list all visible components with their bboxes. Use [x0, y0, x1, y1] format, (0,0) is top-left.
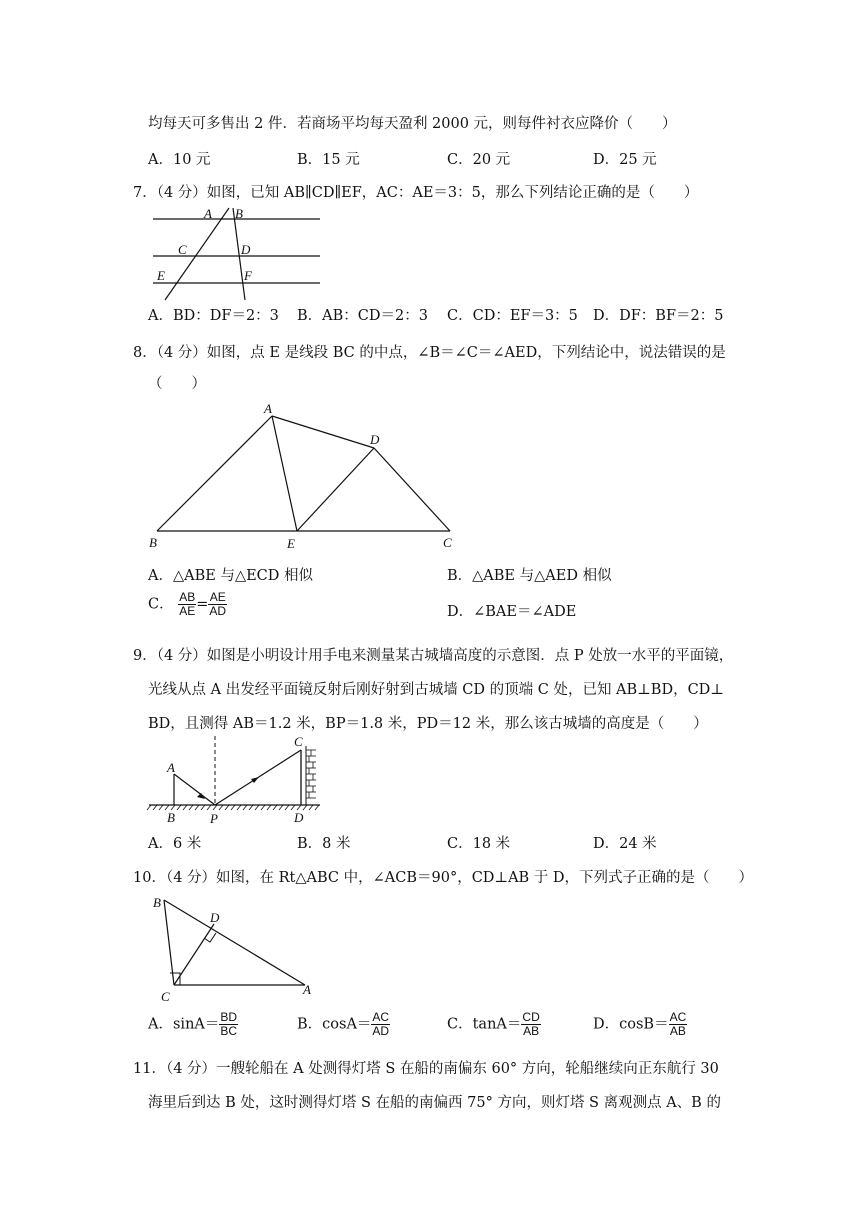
q8-label-a: A	[264, 401, 272, 416]
q8-bracket: （ ）	[148, 376, 206, 392]
q6-stem-continuation: 均每天可多售出 2 件．若商场平均每天盈利 2000 元，则每件衬衣应降价（ ）	[148, 116, 677, 132]
q8-option-a: A．△ABE 与△ECD 相似	[148, 568, 314, 584]
q8-figure	[145, 398, 465, 554]
q8-stem: 8．（4 分）如图，点 E 是线段 BC 的中点，∠B＝∠C＝∠AED，下列结论中，说法错误的是	[133, 345, 726, 361]
q7-label-f: F	[244, 268, 252, 283]
q11-stem-line-1: 11．（4 分）一艘轮船在 A 处测得灯塔 S 在船的南偏东 60° 方向，轮船继续向正东航行 30	[133, 1061, 719, 1077]
q8-option-b: B．△ABE 与△AED 相似	[447, 568, 612, 584]
q6-option-b: B．15 元	[297, 152, 360, 168]
q9-stem-line-1: 9．（4 分）如图是小明设计用手电来测量某古城墙高度的示意图．点 P 处放一水平的平面镜，	[133, 648, 734, 664]
q7-stem: 7．（4 分）如图，已知 AB∥CD∥EF，AC：AE＝3：5，那么下列结论正确的是（ ）	[133, 185, 699, 201]
q9-stem-line-2: 光线从点 A 出发经平面镜反射后刚好射到古城墙 CD 的顶端 C 处，已知 AB⊥BD，CD⊥	[148, 682, 724, 698]
q9-label-c: C	[294, 734, 303, 749]
q10-option-c-fraction	[521, 1011, 540, 1038]
q6-option-c: C．20 元	[447, 152, 511, 168]
q8-option-c-frac2-den: AD	[209, 604, 227, 618]
q7-figure	[145, 204, 325, 304]
q7-label-e: E	[157, 268, 165, 283]
q8-option-c-equals: =	[196, 596, 209, 613]
q10-option-a	[148, 1011, 238, 1038]
q10-option-a-num: BD	[220, 1010, 238, 1024]
q7-label-b: B	[235, 206, 243, 221]
q8-label-d: D	[370, 432, 380, 447]
q10-option-b-fraction	[371, 1011, 390, 1038]
q10-option-c-func: tanA＝	[472, 1016, 522, 1033]
q7-label-d: D	[241, 242, 251, 257]
q6-option-d: D．25 元	[593, 152, 657, 168]
q8-label-c: C	[443, 535, 452, 550]
q10-option-c-prefix: C．	[447, 1016, 473, 1033]
q10-option-b-den: AD	[372, 1024, 390, 1038]
q10-stem: 10．（4 分）如图，在 Rt△ABC 中，∠ACB＝90°，CD⊥AB 于 D，下列式子正确的是（ ）	[133, 870, 754, 886]
q10-option-d	[593, 1011, 687, 1038]
q10-option-d-fraction	[669, 1011, 688, 1038]
q9-stem-line-3: BD，且测得 AB＝1.2 米，BP＝1.8 米，PD＝12 米，那么该古城墙的高度是（ ）	[148, 716, 708, 732]
q8-option-c-frac1-num: AB	[179, 590, 196, 604]
q8-label-e: E	[287, 536, 295, 551]
q9-option-b: B．8 米	[297, 836, 351, 852]
q10-option-b	[297, 1011, 390, 1038]
q9-option-d: D．24 米	[593, 836, 657, 852]
q10-label-d: D	[210, 910, 220, 925]
q8-option-c-fraction-1	[178, 591, 196, 618]
q10-option-d-den: AB	[669, 1024, 686, 1038]
q6-option-a: A．10 元	[148, 152, 211, 168]
q10-option-a-prefix: A．	[148, 1016, 173, 1033]
q10-figure	[145, 890, 325, 1004]
q10-option-c-num: CD	[522, 1010, 540, 1024]
q10-option-c	[447, 1011, 541, 1038]
q7-label-a: A	[204, 206, 212, 221]
q9-label-p: P	[210, 811, 218, 826]
q10-option-c-den: AB	[523, 1024, 540, 1038]
q10-option-a-func: sinA＝	[172, 1016, 220, 1033]
q7-option-c: C．CD：EF＝3：5	[447, 308, 578, 324]
q8-option-c-fraction-2	[208, 591, 227, 618]
q8-option-d: D．∠BAE＝∠ADE	[447, 604, 577, 620]
q8-option-c-frac1-den: AE	[179, 604, 196, 618]
q9-label-d: D	[294, 810, 304, 825]
q9-label-a: A	[167, 760, 175, 775]
q7-option-d: D．DF：BF＝2：5	[593, 308, 724, 324]
q9-figure	[145, 734, 325, 829]
q10-label-c: C	[161, 989, 170, 1004]
q11-stem-line-2: 海里后到达 B 处，这时测得灯塔 S 在船的南偏西 75° 方向，则灯塔 S 离观测点 A、B 的	[148, 1095, 721, 1111]
q10-option-b-num: AC	[372, 1010, 390, 1024]
q10-option-d-prefix: D．	[593, 1016, 620, 1033]
q8-label-b: B	[149, 535, 157, 550]
q10-label-b: B	[153, 895, 161, 910]
q8-option-c	[148, 591, 227, 618]
q9-option-a: A．6 米	[148, 836, 202, 852]
q10-label-a: A	[303, 982, 311, 997]
q10-option-b-func: cosA＝	[322, 1016, 372, 1033]
q7-label-c: C	[178, 242, 187, 257]
q10-option-b-prefix: B．	[297, 1016, 323, 1033]
q8-option-c-frac2-num: AE	[209, 590, 226, 604]
q9-label-b: B	[167, 810, 175, 825]
q8-option-c-prefix: C．	[148, 596, 174, 613]
q10-option-a-den: BC	[220, 1024, 238, 1038]
q7-option-b: B．AB：CD＝2：3	[297, 308, 428, 324]
q7-option-a: A．BD：DF＝2：3	[148, 308, 279, 324]
q10-option-a-fraction	[219, 1011, 238, 1038]
q10-option-d-num: AC	[669, 1010, 687, 1024]
q10-option-d-func: cosB＝	[619, 1016, 669, 1033]
q9-option-c: C．18 米	[447, 836, 511, 852]
